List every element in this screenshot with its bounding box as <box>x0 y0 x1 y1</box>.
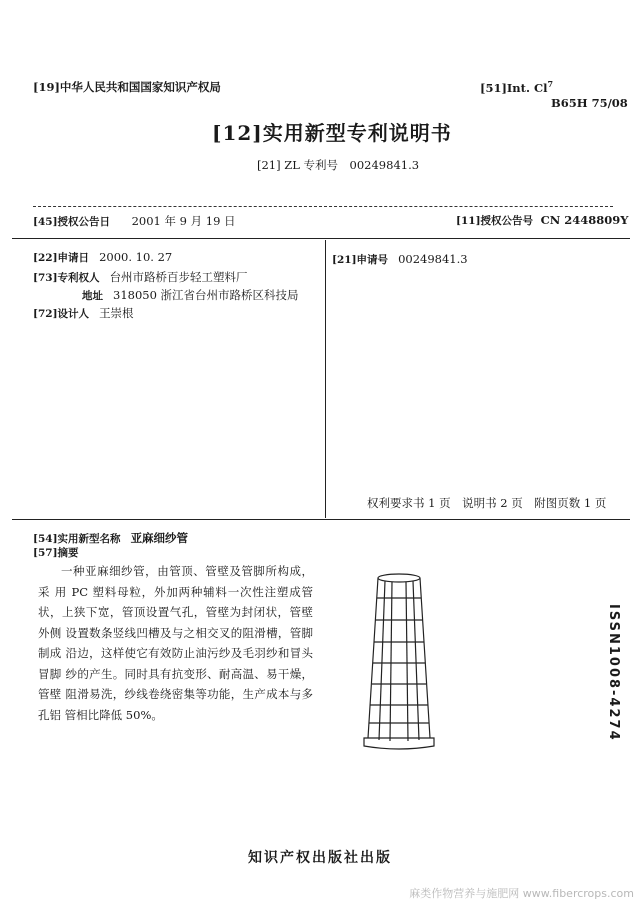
abstract-label <box>33 545 79 560</box>
patentee-label: [73]专利权人 <box>33 272 100 284</box>
utility-model-title-value: 亚麻细纱管 <box>130 531 189 545</box>
int-cl-superscript: 7 <box>547 79 554 89</box>
application-number-field <box>332 252 468 267</box>
designer-value: 王崇根 <box>99 306 134 320</box>
page-counts: 权利要求书 1 页 说明书 2 页 附图页数 1 页 <box>367 496 607 510</box>
pub-number-label: [11]授权公告号 <box>456 215 534 227</box>
bibliographic-bottom-rule <box>12 519 630 520</box>
tube-groove-3 <box>406 582 408 741</box>
utility-model-title-field <box>33 530 188 546</box>
tube-groove-1 <box>379 581 385 740</box>
address-field <box>82 287 299 303</box>
filing-date-field <box>33 250 172 265</box>
address-label: 地址 <box>82 290 103 302</box>
int-cl-code: B65H 75/08 <box>551 96 628 110</box>
filing-date-label: [22]申请日 <box>33 252 90 264</box>
pub-number-field <box>456 213 628 228</box>
issuing-office: [19]中华人民共和国国家知识产权局 <box>33 80 221 94</box>
document-type-title: [12]实用新型专利说明书 <box>212 121 452 145</box>
int-cl-label <box>480 79 553 95</box>
abstract-text: 一种亚麻细纱管，由管顶、管壁及管脚所构成，采 用 PC 塑料母粒，外加两种辅料一次性注塑成管状，上狭下宽，管顶设置气孔，管壁为封闭状，管壁外侧 设置数条竖线凹槽及与之相交叉的阻滑槽，管脚制成 沿边，这样使它有效防止油污纱及毛羽纱和冒头冒脚 纱的产生。同时具有抗变形、耐高温、易干燥，管壁 阻滑易洗，纱线卷绕密集等功能，生产成本与多孔铝 管相比降低 50%。 <box>38 564 313 722</box>
patentee-field <box>33 269 248 285</box>
address-value: 318050 浙江省台州市路桥区科技局 <box>113 288 299 302</box>
utility-model-title-label: [54]实用新型名称 <box>33 533 121 545</box>
top-divider <box>33 206 613 207</box>
bobbin-tube-drawing <box>362 570 436 752</box>
announce-date-label: [45]授权公告日 <box>33 216 111 228</box>
tube-groove-2 <box>390 582 392 741</box>
designer-field <box>33 305 134 321</box>
application-number-label: [21]申请号 <box>332 254 389 266</box>
pub-number-value: CN 2448809Y <box>540 213 629 227</box>
patent-number: [21] ZL 专利号 00249841.3 <box>257 158 420 172</box>
bibliographic-top-rule <box>12 238 630 239</box>
application-number-value: 00249841.3 <box>398 252 468 266</box>
abstract-label-text: [57]摘要 <box>33 547 79 559</box>
tube-top-rim <box>378 574 420 582</box>
tube-groove-4 <box>413 581 419 740</box>
tube-right-edge <box>420 578 430 738</box>
tube-foot-flange <box>364 738 434 749</box>
patentee-value: 台州市路桥百步轻工塑料厂 <box>109 270 248 284</box>
filing-date-value: 2000. 10. 27 <box>99 250 173 264</box>
announce-date-value: 2001 年 9 月 19 日 <box>131 214 236 228</box>
int-cl-label-text: [51]Int. Cl <box>480 80 548 95</box>
issn-vertical: ISSN1008-4274 <box>606 604 621 742</box>
column-divider <box>325 240 326 518</box>
announce-date-field <box>33 213 236 229</box>
publisher: 知识产权出版社出版 <box>248 850 392 866</box>
tube-left-edge <box>368 578 378 738</box>
site-watermark: 麻类作物营养与施肥网 www.fibercrops.com <box>409 887 634 900</box>
designer-label: [72]设计人 <box>33 308 90 320</box>
